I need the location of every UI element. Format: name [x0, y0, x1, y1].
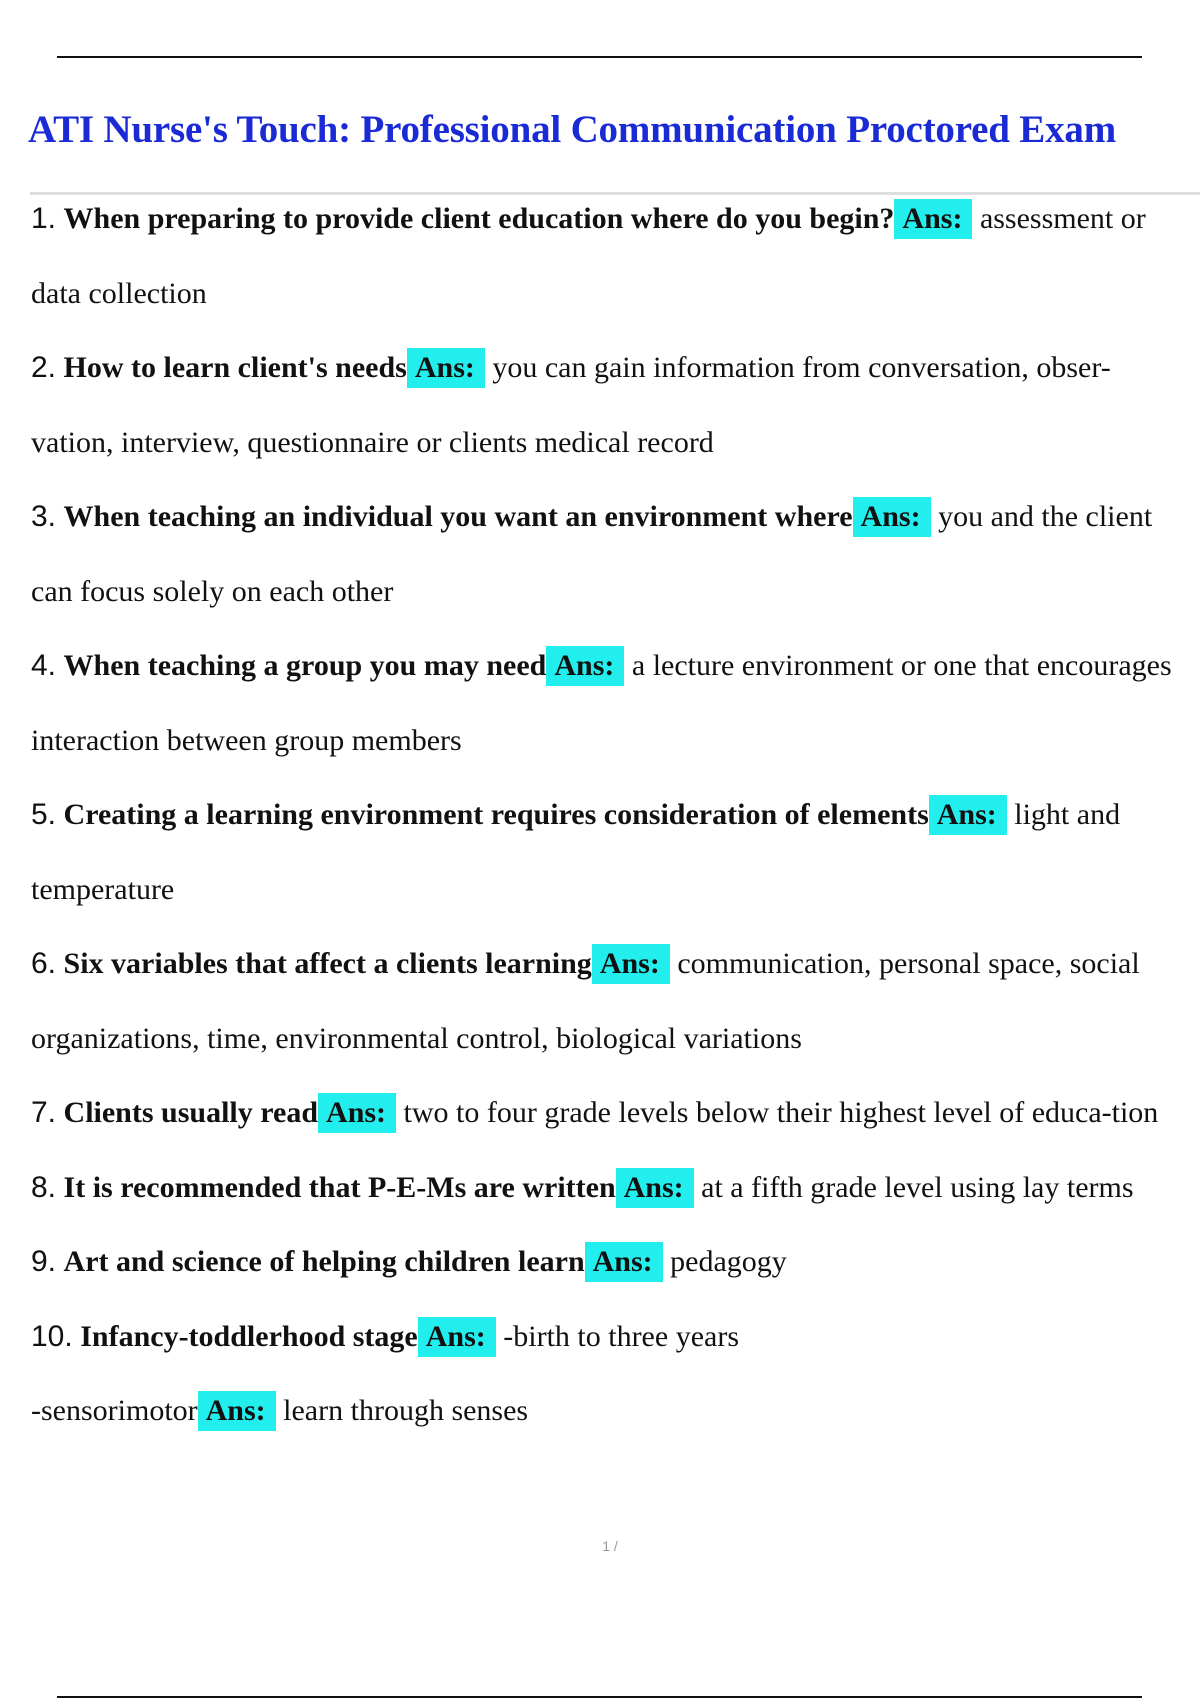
answer-text: you can gain information from conversation, obser-vation, interview, questionnaire or clients medical record [31, 351, 1111, 459]
question-text: Clients usually read [63, 1096, 319, 1129]
bottom-rule [57, 1696, 1142, 1698]
question-text: How to learn client's needs [63, 351, 407, 384]
page-number: 1 / [602, 1538, 618, 1554]
question-text: It is recommended that P-E-Ms are written [63, 1170, 616, 1204]
item-number: 2. [31, 351, 57, 384]
item-number: 7. [31, 1096, 57, 1129]
answer-tag: Ans: [592, 944, 670, 984]
item-number: 3. [31, 500, 57, 533]
qa-item-9 [31, 1225, 1191, 1300]
question-text: Six variables that affect a clients learning [63, 947, 592, 980]
answer-tag: Ans: [894, 199, 972, 239]
qa-item-1 [31, 182, 1191, 331]
qa-list [31, 182, 1191, 1449]
answer-text: two to four grade levels below their highest level of educa-tion [403, 1096, 1159, 1129]
answer-text: communication, personal space, social organizations, time, environmental control, biological variations [31, 947, 1140, 1055]
question-text: When teaching an individual you want an environment where [63, 500, 853, 533]
answer-text: a lecture environment or one that encourages interaction between group members [31, 649, 1172, 757]
qa-item-2 [31, 331, 1191, 480]
answer-tag: Ans: [853, 497, 931, 537]
item-number: 1. [31, 202, 57, 235]
answer-tag: Ans: [585, 1242, 663, 1282]
answer-tag: Ans: [407, 348, 485, 388]
qa-sub-item [31, 1374, 1191, 1449]
qa-item-8 [31, 1151, 1191, 1226]
answer-tag: Ans: [198, 1391, 276, 1431]
answer-tag: Ans: [616, 1168, 694, 1208]
question-text: When teaching a group you may need [63, 649, 547, 682]
item-number: 8. [31, 1170, 57, 1204]
question-text: Art and science of helping children learn [63, 1245, 585, 1278]
question-text: Creating a learning environment requires consideration of elements [63, 798, 929, 831]
item-number: 4. [31, 649, 57, 682]
qa-item-4 [31, 629, 1191, 778]
item-number: 5. [31, 798, 57, 831]
qa-item-7 [31, 1076, 1191, 1151]
item-number: 10. [31, 1319, 73, 1353]
sub-question-text: -sensorimotor [31, 1394, 198, 1427]
qa-item-5 [31, 778, 1191, 927]
answer-text: assessment or data collection [31, 202, 1146, 310]
answer-tag: Ans: [318, 1093, 396, 1133]
item-number: 9. [31, 1245, 57, 1278]
answer-text: at a fifth grade level using lay terms [701, 1170, 1134, 1204]
qa-item-6 [31, 927, 1191, 1076]
answer-text: learn through senses [283, 1394, 529, 1427]
answer-text: pedagogy [670, 1245, 787, 1278]
question-text: When preparing to provide client education where do you begin? [63, 202, 895, 235]
answer-tag: Ans: [418, 1317, 496, 1357]
qa-item-3 [31, 480, 1191, 629]
answer-text: light and temperature [31, 798, 1121, 906]
answer-text: -birth to three years [503, 1319, 739, 1353]
item-number: 6. [31, 947, 57, 980]
qa-item-10 [31, 1300, 1191, 1375]
answer-tag: Ans: [929, 795, 1007, 835]
document-title: ATI Nurse's Touch: Professional Communication Proctored Exam [28, 108, 1116, 151]
question-text: Infancy-toddlerhood stage [80, 1319, 418, 1353]
answer-tag: Ans: [546, 646, 624, 686]
answer-text: you and the client can focus solely on each other [31, 500, 1153, 608]
top-rule [57, 56, 1142, 58]
